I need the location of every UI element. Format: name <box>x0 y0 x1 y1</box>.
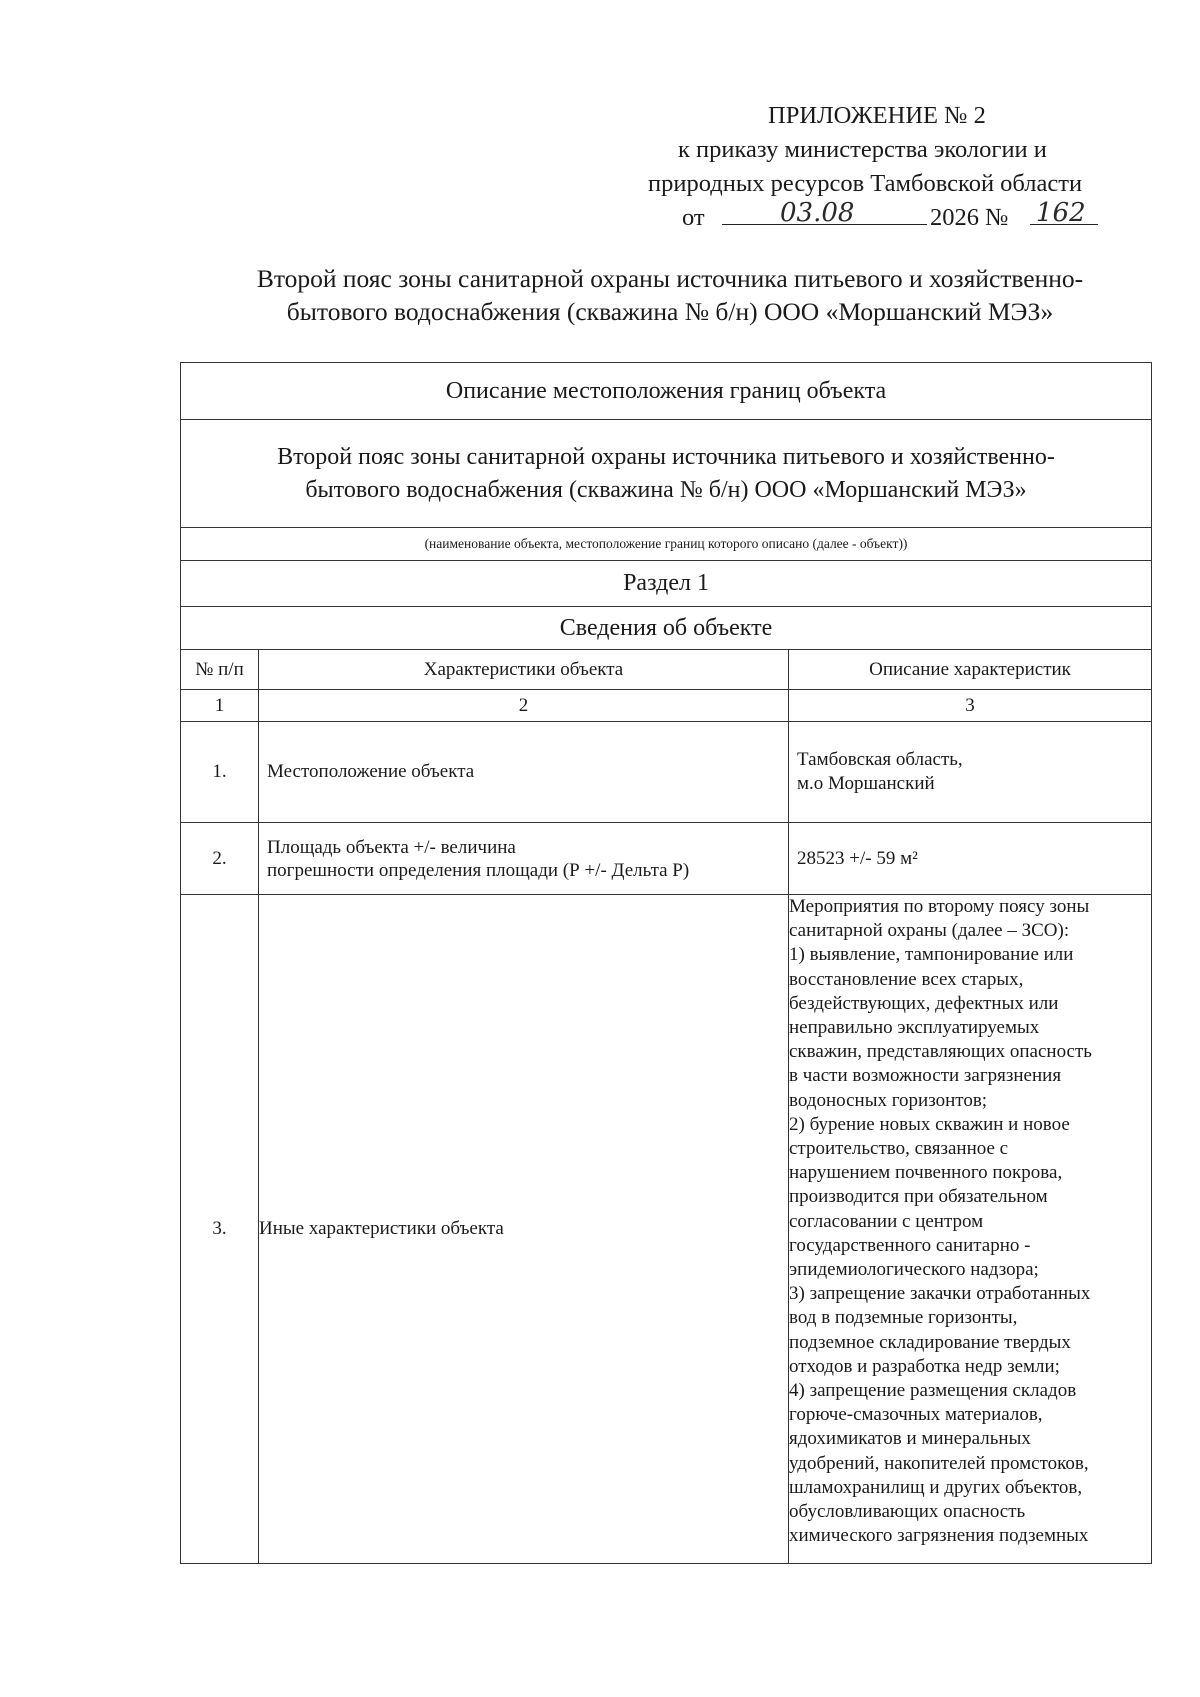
object-name <box>181 420 1152 528</box>
column-number-row <box>181 690 1152 722</box>
table-row <box>181 895 1152 1564</box>
row-number: 1. <box>181 722 259 823</box>
title-line-2: бытового водоснабжения (скважина № б/н) ООО «Моршанский МЭЗ» <box>286 297 1054 326</box>
object-description-table <box>180 362 1152 1564</box>
row-number: 2. <box>181 823 259 895</box>
object-name-note-row <box>181 528 1152 561</box>
object-name-row <box>181 420 1152 528</box>
row-characteristic: Площадь объекта +/- величина погрешности определения площади (Р +/- Дельта Р) <box>259 823 789 895</box>
column-number: 2 <box>259 690 789 722</box>
document-title <box>190 262 1150 328</box>
section-title-row <box>181 607 1152 650</box>
column-header: Описание характеристик <box>789 650 1152 690</box>
column-header: Характеристики объекта <box>259 650 789 690</box>
row-characteristic: Иные характеристики объекта <box>259 895 789 1564</box>
table-heading-row <box>181 363 1152 420</box>
row-description: Тамбовская область, м.о Моршанский <box>789 722 1152 823</box>
handwritten-number: 162 <box>1036 198 1086 228</box>
handwritten-date: 03.08 <box>780 198 855 228</box>
table-heading: Описание местоположения границ объекта <box>181 363 1152 420</box>
ministry-line: природных ресурсов Тамбовской области <box>648 170 1083 197</box>
section-title: Сведения об объекте <box>181 607 1152 650</box>
row-description: 28523 +/- 59 м² <box>789 823 1152 895</box>
table-row <box>181 722 1152 823</box>
object-name-note: (наименование объекта, местоположение границ которого описано (далее - объект)) <box>181 528 1152 561</box>
appendix-number: ПРИЛОЖЕНИЕ № 2 <box>768 102 986 129</box>
date-label: от <box>682 204 705 231</box>
year-number-label: 2026 № <box>930 204 1009 231</box>
column-header: № п/п <box>181 650 259 690</box>
column-number: 1 <box>181 690 259 722</box>
section-label: Раздел 1 <box>181 561 1152 607</box>
column-number: 3 <box>789 690 1152 722</box>
row-description: Мероприятия по второму поясу зоны санитарной охраны (далее – ЗСО): 1) выявление, тампонирование или восстановление всех старых, бездействующих, дефектных или неправильно эксплуатируемых скважин, представляющих опасность в части возможности загрязнения водоносных горизонтов; 2) бурение новых скважин и новое строительство, связанное с нарушением почвенного покрова, производится при обязательном согласовании с центром государственного санитарно - эпидемиологического надзора; 3) запрещение закачки отработанных вод в подземные горизонты, подземное складирование твердых отходов и разработка недр земли; 4) запрещение размещения складов горюче-смазочных материалов, ядохимикатов и минеральных удобрений, накопителей промстоков, шламохранилищ и других объектов, обусловливающих опасность химического загрязнения подземных <box>789 895 1152 1564</box>
object-name-line-2: бытового водоснабжения (скважина № б/н) ООО «Моршанский МЭЗ» <box>305 476 1027 503</box>
column-header-row <box>181 650 1152 690</box>
section-row <box>181 561 1152 607</box>
title-line-1: Второй пояс зоны санитарной охраны источника питьевого и хозяйственно- <box>256 264 1084 293</box>
row-number: 3. <box>181 895 259 1564</box>
table-row <box>181 823 1152 895</box>
row-characteristic: Местоположение объекта <box>259 722 789 823</box>
object-name-line-1: Второй пояс зоны санитарной охраны источника питьевого и хозяйственно- <box>277 443 1055 470</box>
order-reference-line: к приказу министерства экологии и <box>678 136 1047 163</box>
